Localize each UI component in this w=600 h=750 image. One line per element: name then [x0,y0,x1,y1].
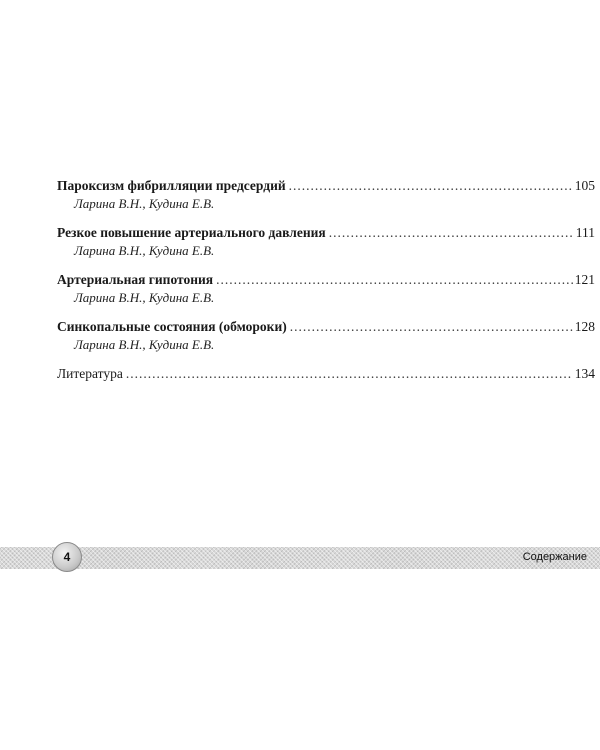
toc-entry-line [57,271,595,288]
table-of-contents [57,177,595,382]
footer-band [0,547,600,569]
page-footer [0,540,600,574]
toc-entry-page: 111 [575,225,595,240]
toc-entry-title: Пароксизм фибрилляции предсердий [57,178,286,193]
toc-leader-dots [126,365,573,382]
toc-entry-page: 134 [574,366,595,381]
toc-entry-page: 128 [574,319,595,334]
toc-entry-line [57,318,595,335]
toc-entry-page: 105 [574,178,595,193]
toc-entry [57,365,595,382]
toc-leader-dots [216,271,573,288]
toc-leader-dots [290,318,573,335]
toc-entry-authors: Ларина В.Н., Кудина Е.В. [74,196,215,211]
toc-entry-authors: Ларина В.Н., Кудина Е.В. [74,337,215,352]
toc-entry [57,224,595,259]
section-name: Содержание [522,551,587,563]
toc-entry-title: Литература [57,366,123,381]
toc-entry-line [57,365,595,382]
toc-entry-authors: Ларина В.Н., Кудина Е.В. [74,290,215,305]
page-number-badge: 4 [52,542,82,572]
toc-entry [57,271,595,306]
toc-entry-authors: Ларина В.Н., Кудина Е.В. [74,243,215,258]
toc-entry-title: Синкопальные состояния (обмороки) [57,319,287,334]
toc-leader-dots [329,224,574,241]
toc-entry-line [57,177,595,194]
toc-entry-line [57,224,595,241]
toc-entry-title: Резкое повышение артериального давления [57,225,326,240]
toc-entry [57,318,595,353]
toc-entry-title: Артериальная гипотония [57,272,214,287]
toc-entry [57,177,595,212]
toc-leader-dots [289,177,573,194]
toc-entry-page: 121 [574,272,595,287]
